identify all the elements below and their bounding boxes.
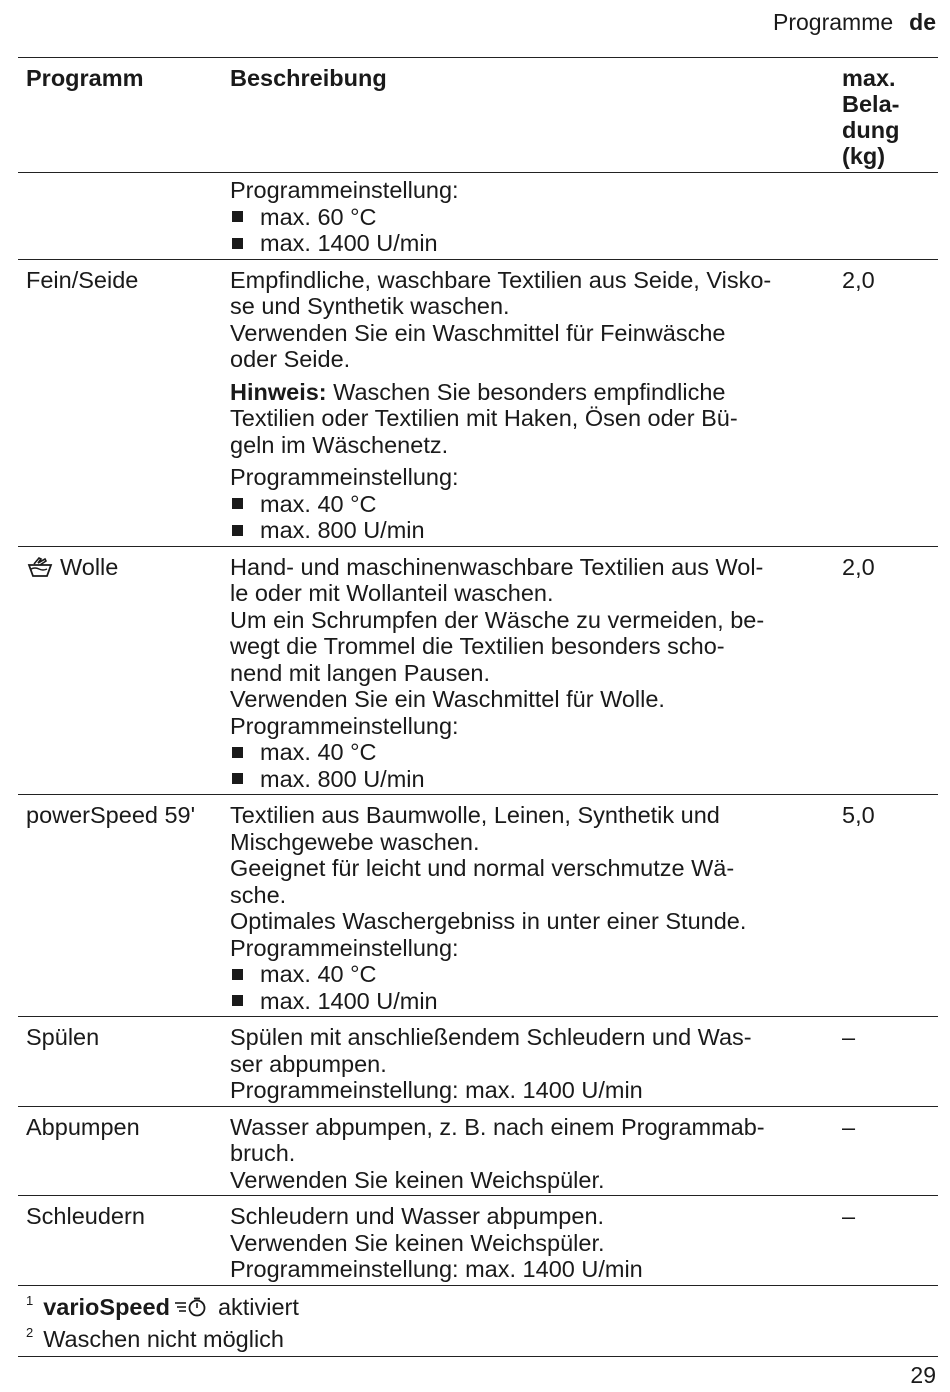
language-code: de [909, 9, 936, 35]
program-description [230, 1203, 842, 1283]
bullet-square-icon [232, 238, 243, 249]
setting-text: max. 40 °C [260, 490, 377, 517]
max-load-value: 2,0 [842, 266, 875, 293]
column-header-description: Beschreibung [230, 65, 387, 91]
program-name [18, 177, 230, 257]
footnotes [18, 1288, 938, 1357]
max-load-header-line: Bela- [842, 91, 900, 117]
note-label: Hinweis: [230, 378, 327, 405]
description-line: Verwenden Sie ein Waschmittel für Wolle. [230, 686, 665, 712]
table-row-wolle [18, 547, 938, 796]
description-line: wegt die Trommel die Textilien besonders scho- [230, 633, 725, 659]
setting-bullet [230, 766, 842, 793]
column-header-max-load [842, 65, 938, 169]
table-row-powerspeed [18, 795, 938, 1017]
max-load-value [842, 177, 938, 257]
setting-text: max. 40 °C [260, 961, 377, 987]
max-load-value: 2,0 [842, 553, 875, 580]
page-header [773, 8, 936, 36]
max-load-header-line: (kg) [842, 143, 886, 169]
description-line: Programmeinstellung: max. 1400 U/min [230, 1077, 643, 1103]
description-line: Geeignet für leicht und normal verschmutze Wä- [230, 855, 735, 881]
max-load-header-line: dung [842, 117, 900, 143]
footnote-text: Waschen nicht möglich [43, 1326, 284, 1352]
program-name [18, 554, 230, 793]
description-line: Empfindliche, waschbare Textilien aus Seide, Visko- [230, 266, 772, 293]
page-number: 29 [910, 1362, 936, 1388]
program-name: Schleudern [26, 1203, 145, 1229]
description-line: sche. [230, 881, 287, 908]
bullet-square-icon [232, 747, 243, 758]
description-line: Verwenden Sie ein Waschmittel für Feinwäsche [230, 319, 726, 346]
description-line: Mischgewebe waschen. [230, 828, 480, 855]
table-row-continuation [18, 173, 938, 260]
description-line: Verwenden Sie keinen Weichspüler. [230, 1229, 605, 1256]
table-header-row [18, 58, 938, 173]
column-header-program: Programm [26, 65, 144, 91]
description-line: Programmeinstellung: [230, 934, 459, 961]
program-description [230, 554, 842, 793]
bullet-square-icon [232, 498, 243, 509]
bullet-square-icon [232, 211, 243, 222]
description-line: Wasser abpumpen, z. B. nach einem Programmab- [230, 1113, 765, 1140]
setting-text: max. 1400 U/min [260, 987, 438, 1014]
bullet-square-icon [232, 969, 243, 980]
bullet-square-icon [232, 995, 243, 1006]
description-line: Programmeinstellung: max. 1400 U/min [230, 1256, 643, 1282]
setting-bullet [230, 204, 842, 231]
bullet-square-icon [232, 525, 243, 536]
description-line: nend mit langen Pausen. [230, 659, 490, 686]
footnote-mark: 2 [26, 1325, 34, 1340]
program-name: Spülen [26, 1024, 100, 1050]
footnote-mark: 1 [26, 1293, 34, 1308]
footnote-2 [18, 1320, 938, 1352]
program-description [230, 267, 842, 544]
description-line: Spülen mit anschließendem Schleudern und Was- [230, 1024, 752, 1050]
program-description [230, 1114, 842, 1194]
program-name: Fein/Seide [26, 266, 139, 293]
setting-text: max. 1400 U/min [260, 230, 438, 256]
setting-bullet [230, 961, 842, 988]
max-load-value: – [842, 1203, 856, 1229]
description-line: bruch. [230, 1140, 296, 1166]
setting-text: max. 800 U/min [260, 765, 425, 792]
table-row-schleudern [18, 1196, 938, 1286]
description-line: Hand- und maschinenwaschbare Textilien aus Wol- [230, 553, 764, 580]
setting-bullet [230, 517, 842, 544]
description-line: Optimales Waschergebniss in unter einer Stunde. [230, 908, 747, 934]
note-line [230, 379, 842, 406]
description-line: Programmeinstellung: [230, 177, 459, 203]
setting-text: max. 40 °C [260, 739, 377, 765]
program-description [230, 802, 842, 1014]
description-line: Verwenden Sie keinen Weichspüler. [230, 1166, 605, 1193]
setting-bullet [230, 491, 842, 518]
note-line: Textilien oder Textilien mit Haken, Ösen oder Bü- [230, 405, 738, 431]
program-name: Abpumpen [26, 1113, 140, 1140]
description-line: Programmeinstellung: [230, 712, 459, 739]
setting-text: max. 800 U/min [260, 517, 425, 543]
program-name-text: Wolle [60, 553, 119, 580]
note-line: geln im Wäschenetz. [230, 431, 449, 458]
bullet-square-icon [232, 773, 243, 784]
vario-speed-icon [174, 1297, 208, 1317]
description-line: oder Seide. [230, 346, 351, 372]
description-line: se und Synthetik waschen. [230, 293, 510, 319]
setting-text: max. 60 °C [260, 203, 377, 230]
program-table [18, 57, 938, 1286]
max-load-value: – [842, 1024, 856, 1050]
hand-wash-icon [26, 556, 54, 578]
note-text: Waschen Sie besonders empfindliche [326, 378, 726, 405]
setting-bullet [230, 230, 842, 257]
table-row-spuelen [18, 1017, 938, 1107]
max-load-header-line: max. [842, 65, 896, 91]
program-description [230, 1024, 842, 1104]
footnote-text: aktiviert [217, 1294, 299, 1320]
footnote-1 [18, 1288, 938, 1320]
table-row-abpumpen [18, 1107, 938, 1197]
description-line: ser abpumpen. [230, 1050, 387, 1077]
description-line: Schleudern und Wasser abpumpen. [230, 1203, 605, 1229]
description-line: Textilien aus Baumwolle, Leinen, Synthetik und [230, 802, 720, 828]
description-line: Um ein Schrumpfen der Wäsche zu vermeiden, be- [230, 606, 765, 633]
program-name: powerSpeed 59' [26, 802, 196, 828]
max-load-value: – [842, 1113, 856, 1140]
description-line: le oder mit Wollanteil waschen. [230, 580, 554, 606]
program-description [230, 177, 842, 257]
footnote-bold-term: varioSpeed [43, 1294, 170, 1320]
setting-bullet [230, 739, 842, 766]
description-line: Programmeinstellung: [230, 464, 459, 490]
table-row-fein-seide [18, 260, 938, 547]
max-load-value: 5,0 [842, 802, 875, 828]
section-title: Programme [773, 9, 894, 35]
setting-bullet [230, 988, 842, 1015]
